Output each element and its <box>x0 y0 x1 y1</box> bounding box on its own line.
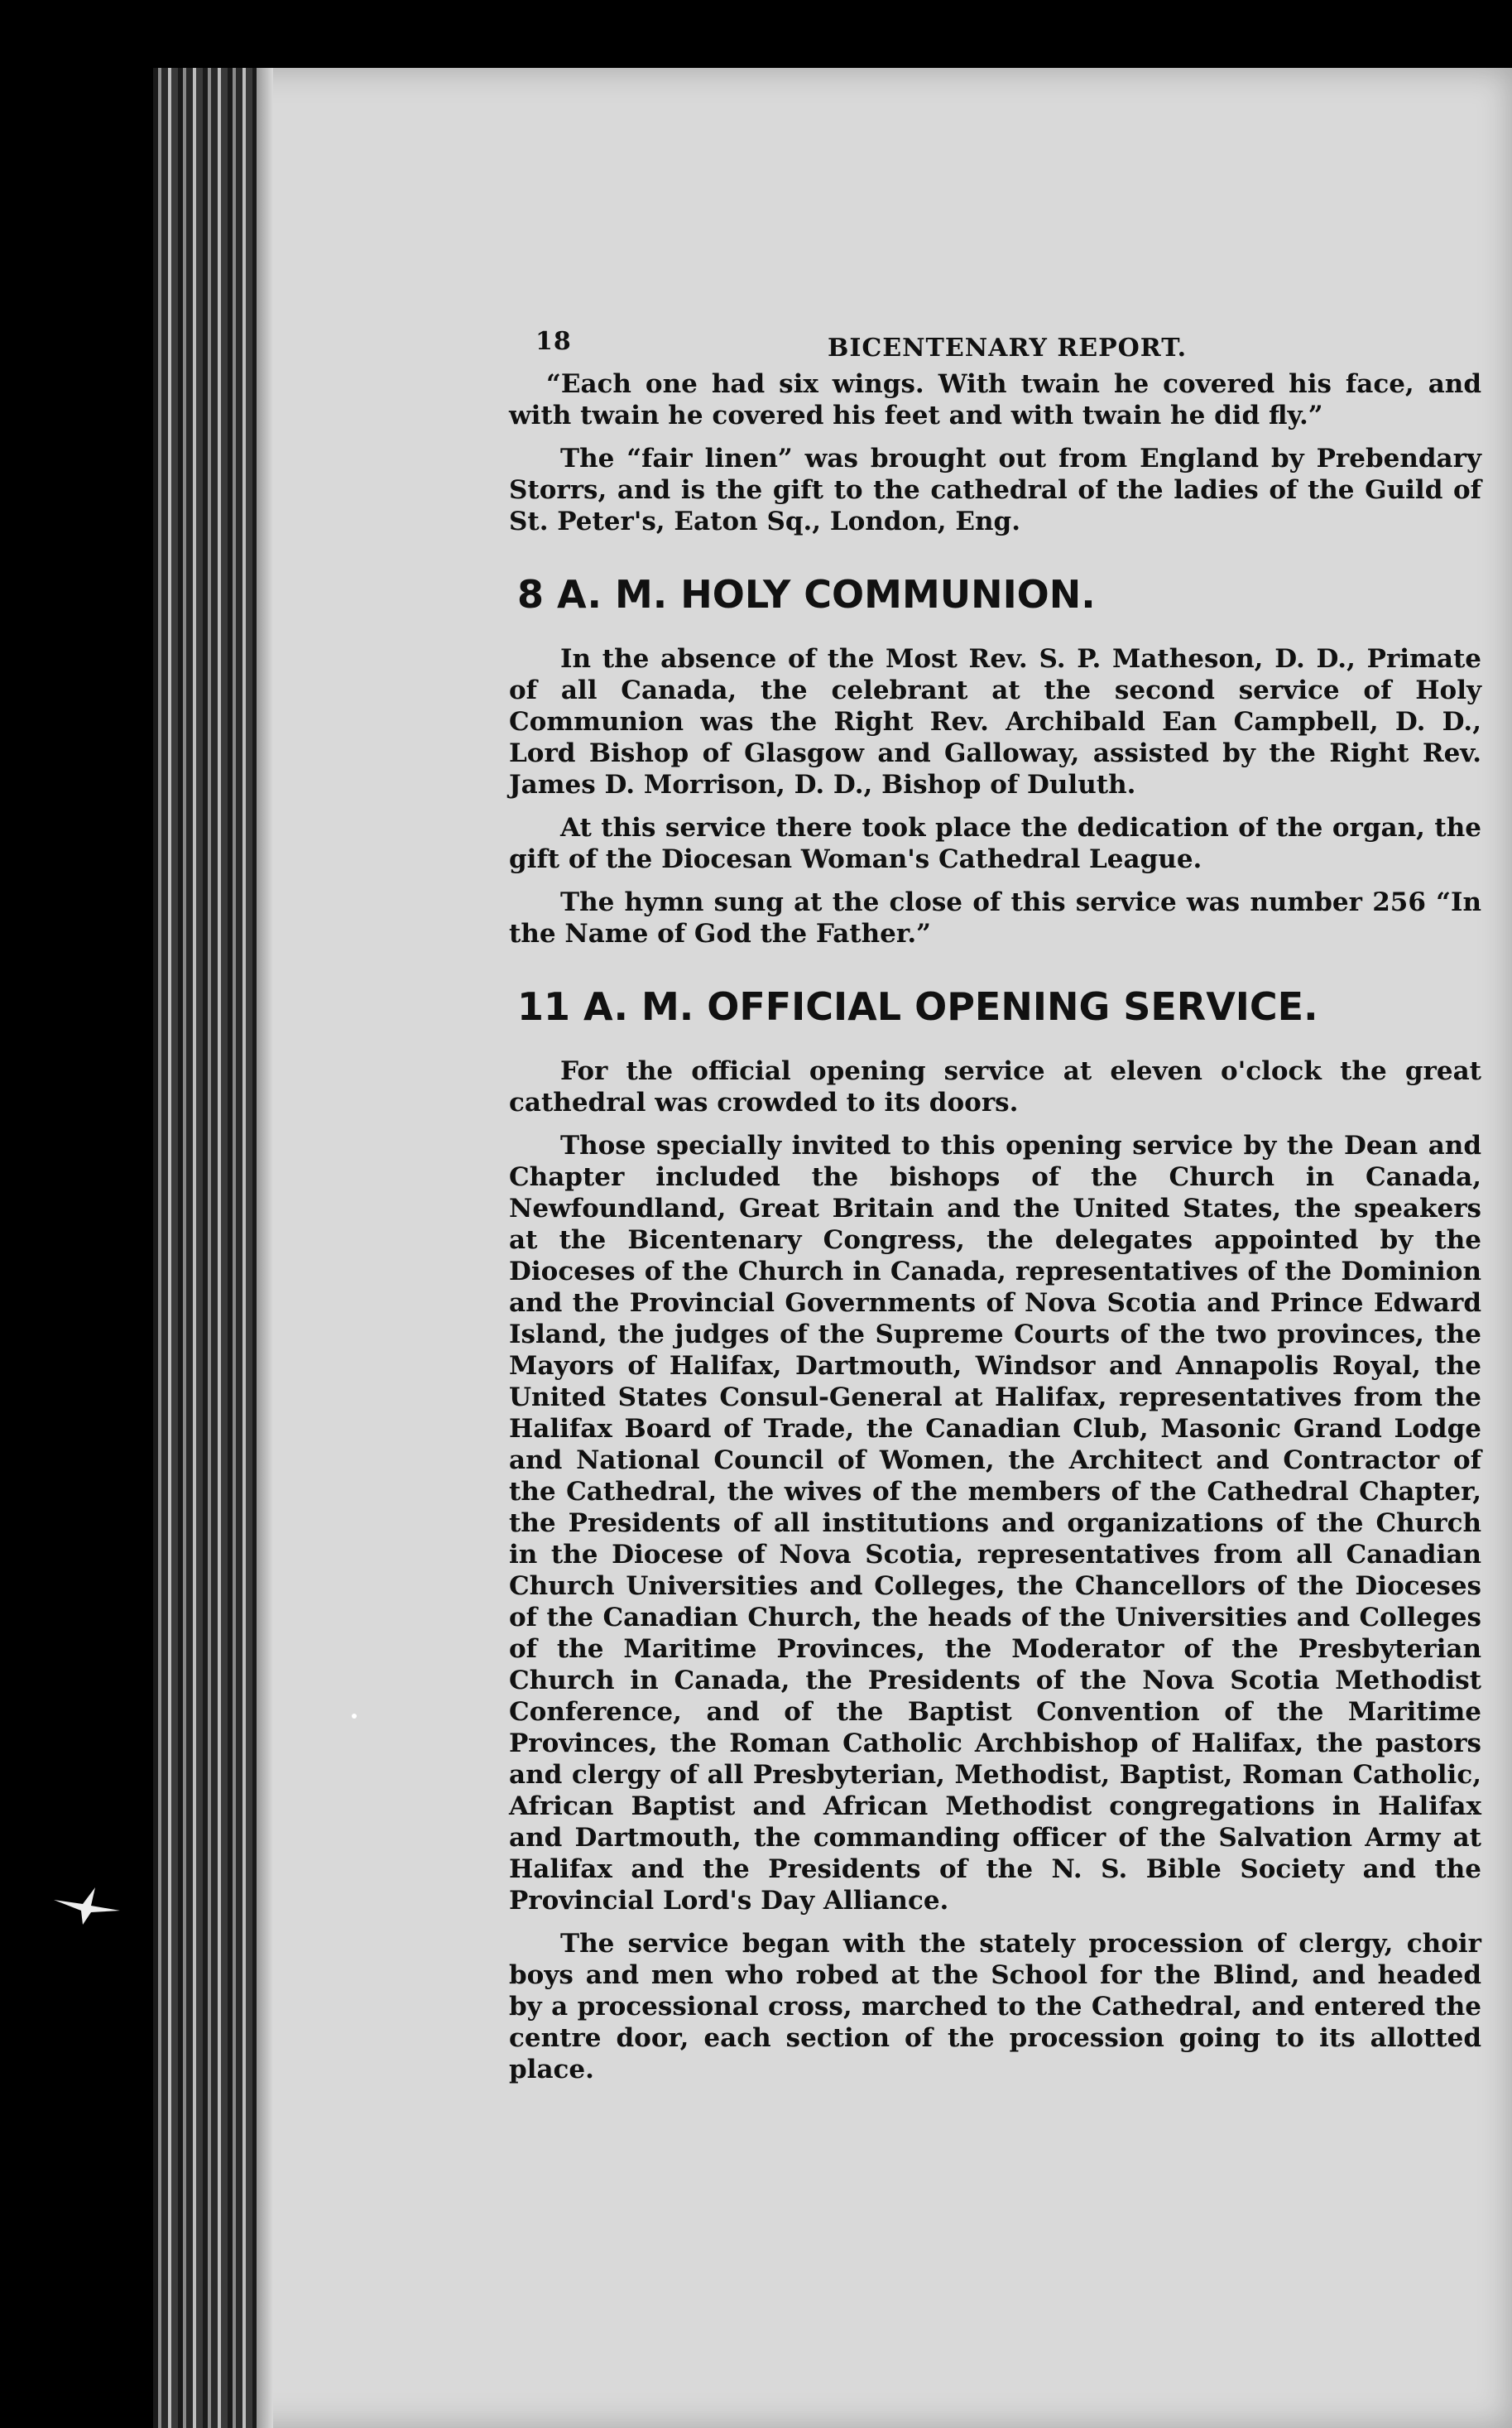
official-opening-paragraph-3: The service began with the stately procession of clergy, choir boys and men who robed at the School for the Blind, and headed by a processional cross, marched to the Cathedral, and entered the centre door, each section of the procession going to its allotted place. <box>509 1929 1481 2084</box>
holy-communion-heading: 8 A. M. HOLY COMMUNION. <box>517 572 1096 617</box>
margin-arrow-icon <box>50 1879 124 1929</box>
page-header <box>509 327 1481 368</box>
intro-fair-linen-paragraph: The “fair linen” was brought out from England by Prebendary Storrs, and is the gift to the cathedral of the ladies of the Guild of St. Peter's, Eaton Sq., London, Eng. <box>509 444 1481 536</box>
official-opening-paragraph-1: For the official opening service at eleven o'clock the great cathedral was crowded to its doors. <box>509 1056 1481 1118</box>
page-number: 18 <box>535 327 572 356</box>
holy-communion-paragraph-2: At this service there took place the dedication of the organ, the gift of the Diocesan Woman's Cathedral League. <box>509 813 1481 874</box>
holy-communion-paragraph-1: In the absence of the Most Rev. S. P. Matheson, D. D., Primate of all Canada, the celebrant at the second service of Holy Communion was the Right Rev. Archibald Ean Campbell, D. D., Lord Bishop of Glasgow and Galloway, assisted by the Right Rev. James D. Morrison, D. D., Bishop of Duluth. <box>509 644 1481 800</box>
official-opening-heading: 11 A. M. OFFICIAL OPENING SERVICE. <box>517 984 1318 1029</box>
margin-speck <box>352 1714 357 1719</box>
page-text-column <box>509 327 1481 2097</box>
intro-quote-paragraph: “Each one had six wings. With twain he covered his face, and with twain he covered his feet and with twain he did fly.” <box>509 369 1481 430</box>
holy-communion-paragraph-3: The hymn sung at the close of this service was number 256 “In the Name of God the Father.” <box>509 887 1481 949</box>
running-title: BICENTENARY REPORT. <box>828 334 1188 363</box>
book-binding-edge <box>153 68 257 2428</box>
binding-shadow <box>257 68 273 2428</box>
official-opening-paragraph-2: Those specially invited to this opening service by the Dean and Chapter included the bishops of the Church in Canada, Newfoundland, Great Britain and the United States, the speakers at the Bicentenary Congress, the delegates appointed by the Dioceses of the Church in Canada, representatives of the Dominion and the Provincial Governments of Nova Scotia and Prince Edward Island, the judges of the Supreme Courts of the two provinces, the Mayors of Halifax, Dartmouth, Windsor and Annapolis Royal, the United States Consul-General at Halifax, representatives from the Halifax Board of Trade, the Canadian Club, Masonic Grand Lodge and National Council of Women, the Architect and Contractor of the Cathedral, the wives of the members of the Cathedral Chapter, the Presidents of all institutions and organizations of the Church in the Diocese of Nova Scotia, representatives from all Canadian Church Universities and Colleges, the Chancellors of the Dioceses of the Canadian Church, the heads of the Universities and Colleges of the Maritime Provinces, the Moderator of the Presbyterian Church in Canada, the Presidents of the Nova Scotia Methodist Conference, and of the Baptist Convention of the Maritime Provinces, the Roman Catholic Archbishop of Halifax, the pastors and clergy of all Presbyterian, Methodist, Baptist, Roman Catholic, African Baptist and African Methodist congregations in Halifax and Dartmouth, the commanding officer of the Salvation Army at Halifax and the Presidents of the N. S. Bible Society and the Provincial Lord's Day Alliance. <box>509 1131 1481 1916</box>
